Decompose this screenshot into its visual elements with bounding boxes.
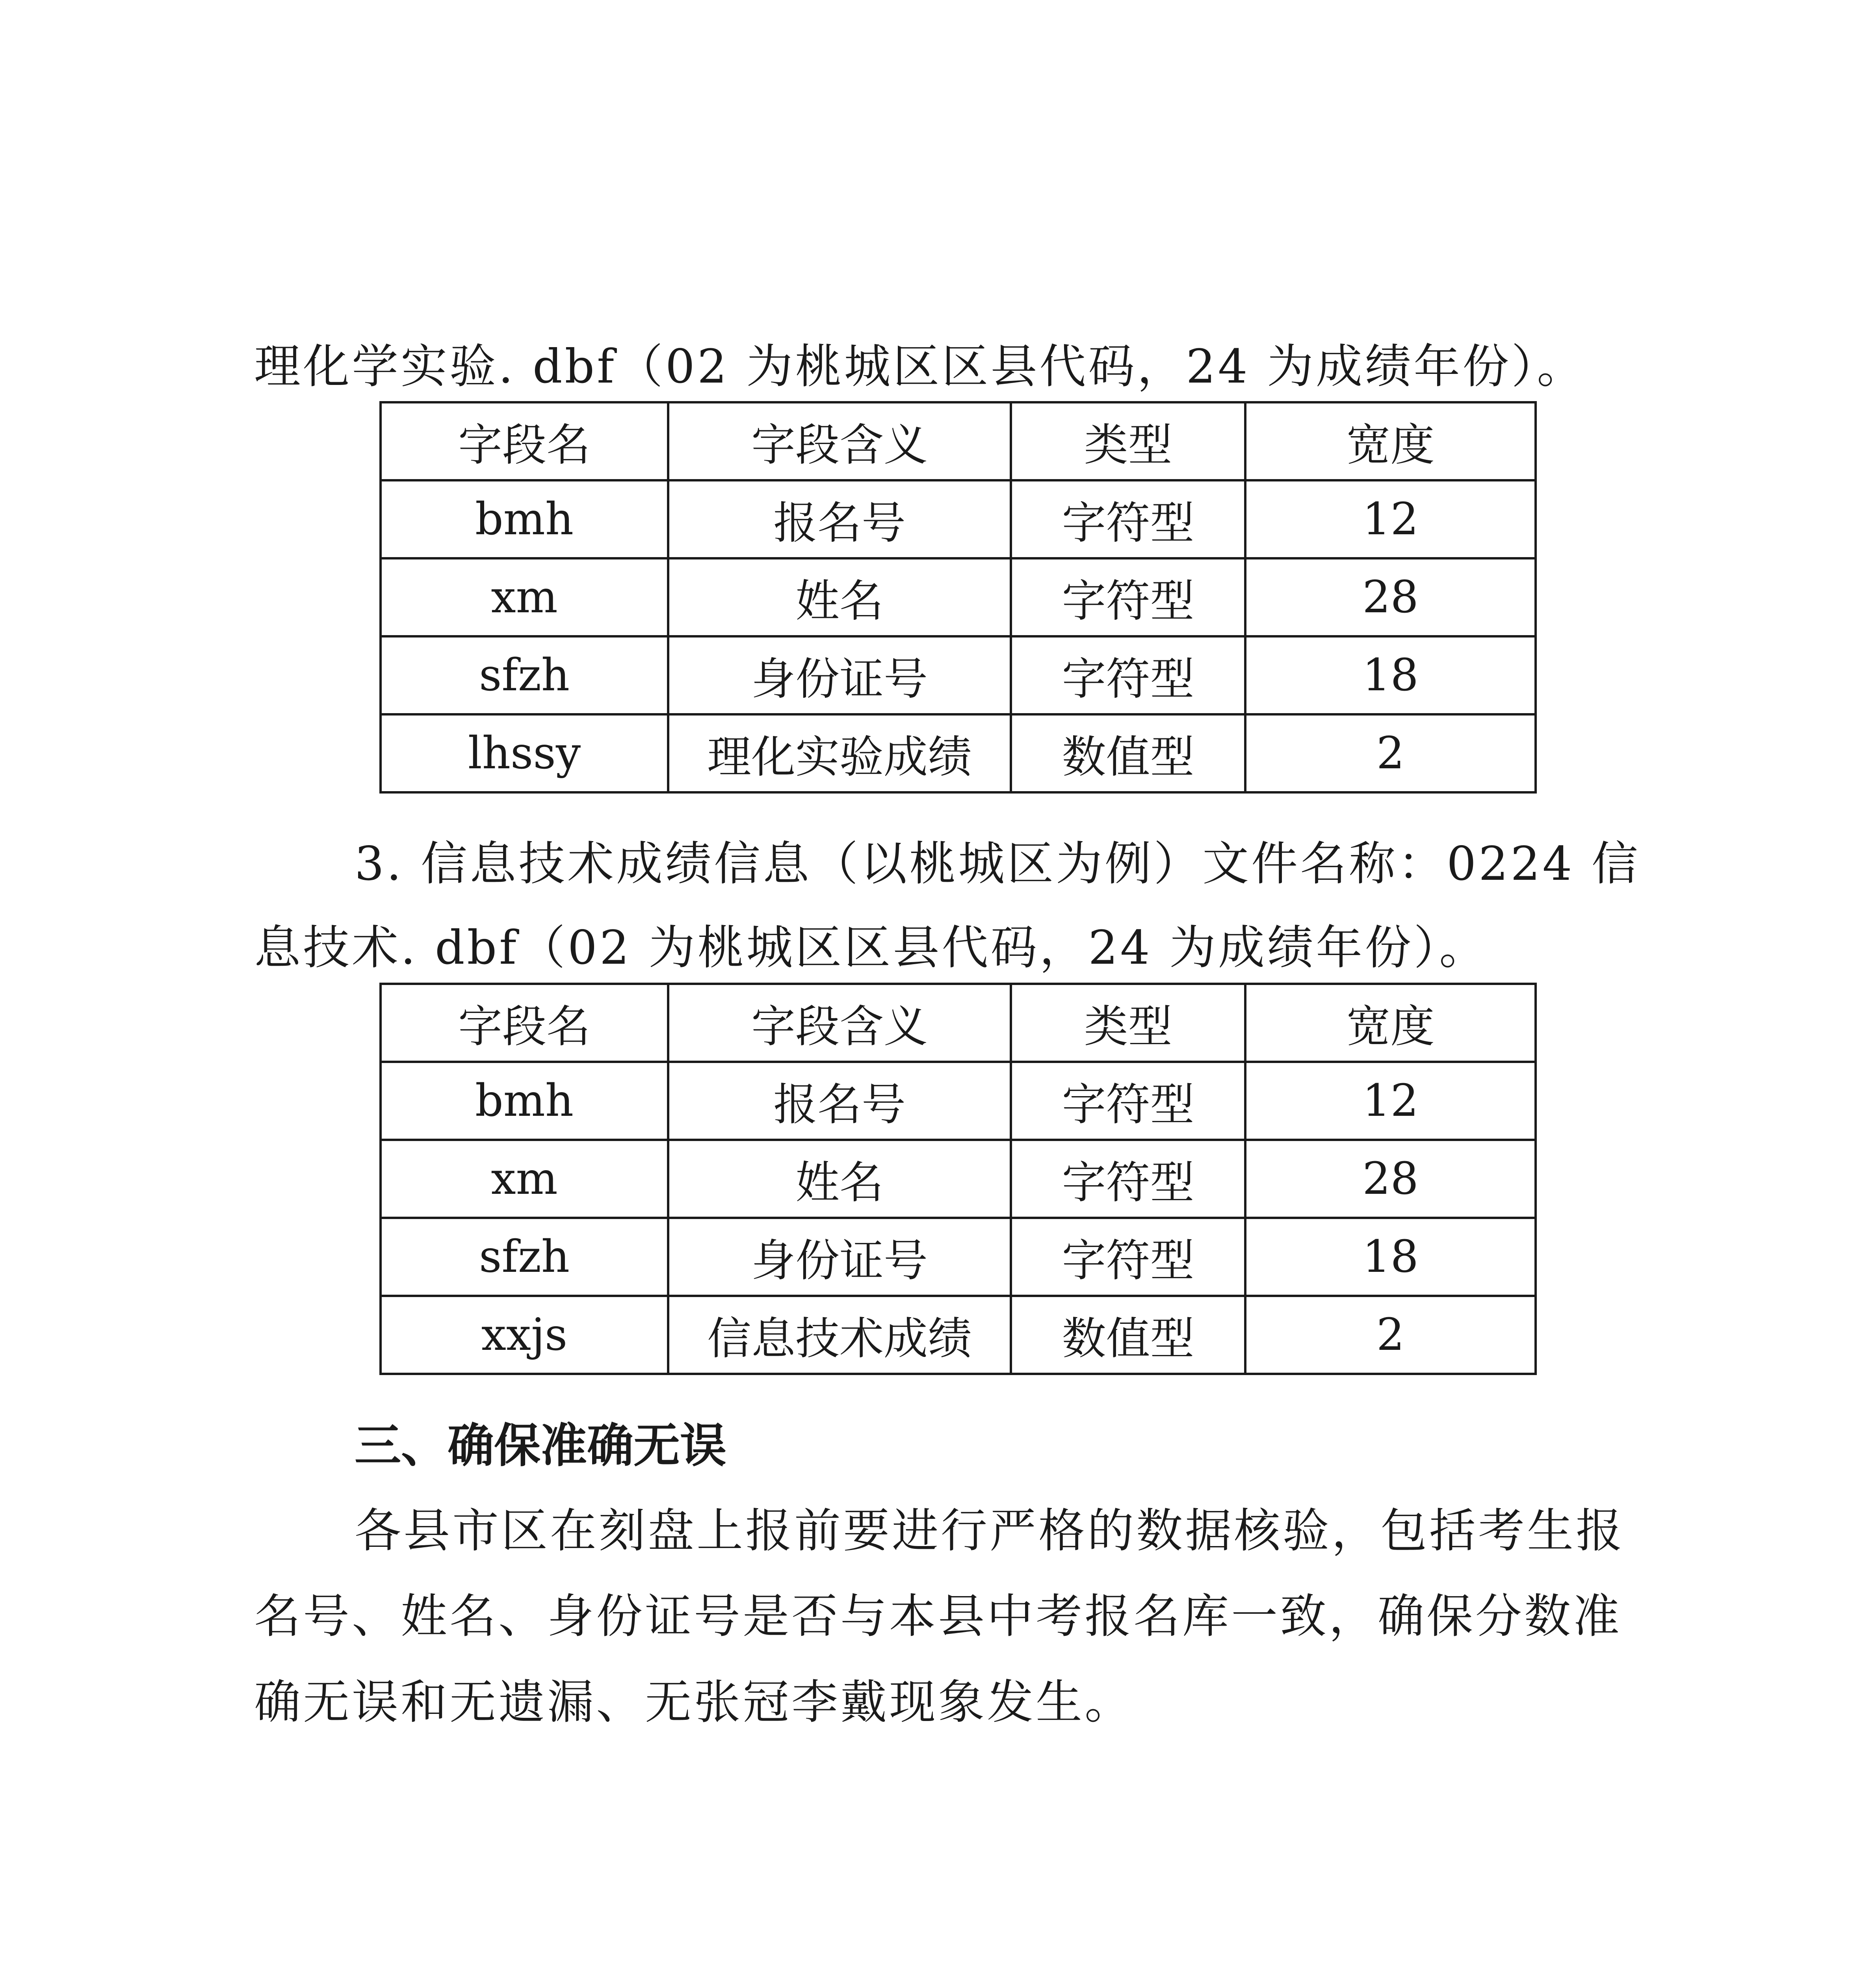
table-row <box>381 1218 1536 1296</box>
header-field-name: 字段名 <box>381 402 668 480</box>
header-width: 宽度 <box>1245 402 1536 480</box>
cell-type: 数值型 <box>1011 714 1245 792</box>
field-table-xxjs <box>379 983 1537 1375</box>
cell-type: 字符型 <box>1011 636 1245 714</box>
table-row <box>381 558 1536 636</box>
cell-field-meaning: 理化实验成绩 <box>668 714 1011 792</box>
paragraph-line: 理化学实验. dbf（02 为桃城区区县代码，24 为成绩年份）。 <box>254 339 1586 394</box>
table-row <box>381 1140 1536 1218</box>
header-field-name: 字段名 <box>381 984 668 1062</box>
paragraph-line: 确无误和无遗漏、无张冠李戴现象发生。 <box>254 1675 1134 1729</box>
cell-field-name: xm <box>381 558 668 636</box>
cell-field-name: sfzh <box>381 1218 668 1296</box>
header-field-meaning: 字段含义 <box>668 402 1011 480</box>
cell-type: 字符型 <box>1011 1062 1245 1140</box>
cell-width: 28 <box>1245 558 1536 636</box>
cell-width: 2 <box>1245 1296 1536 1374</box>
cell-field-meaning: 身份证号 <box>668 636 1011 714</box>
cell-type: 字符型 <box>1011 480 1245 558</box>
cell-width: 12 <box>1245 1062 1536 1140</box>
cell-type: 字符型 <box>1011 558 1245 636</box>
section-heading: 三、确保准确无误 <box>355 1418 727 1473</box>
table-row <box>381 1062 1536 1140</box>
cell-field-meaning: 姓名 <box>668 558 1011 636</box>
cell-width: 2 <box>1245 714 1536 792</box>
header-type: 类型 <box>1011 984 1245 1062</box>
table-row <box>381 1296 1536 1374</box>
cell-type: 数值型 <box>1011 1296 1245 1374</box>
cell-field-name: xxjs <box>381 1296 668 1374</box>
header-width: 宽度 <box>1245 984 1536 1062</box>
cell-field-name: bmh <box>381 1062 668 1140</box>
table-row <box>381 480 1536 558</box>
table-header-row <box>381 984 1536 1062</box>
cell-field-meaning: 姓名 <box>668 1140 1011 1218</box>
cell-field-meaning: 报名号 <box>668 480 1011 558</box>
cell-type: 字符型 <box>1011 1140 1245 1218</box>
cell-width: 18 <box>1245 636 1536 714</box>
cell-field-meaning: 身份证号 <box>668 1218 1011 1296</box>
cell-type: 字符型 <box>1011 1218 1245 1296</box>
cell-field-meaning: 信息技术成绩 <box>668 1296 1011 1374</box>
table-row <box>381 714 1536 792</box>
cell-field-name: lhssy <box>381 714 668 792</box>
table-header-row <box>381 402 1536 480</box>
cell-field-name: xm <box>381 1140 668 1218</box>
cell-field-name: bmh <box>381 480 668 558</box>
paragraph-line: 3. 信息技术成绩信息（以桃城区为例）文件名称：0224 信 <box>355 836 1640 891</box>
paragraph-line: 各县市区在刻盘上报前要进行严格的数据核验，包括考生报 <box>355 1504 1625 1558</box>
table-row <box>381 636 1536 714</box>
cell-width: 28 <box>1245 1140 1536 1218</box>
paragraph-line: 息技术. dbf（02 为桃城区区县代码，24 为成绩年份）。 <box>254 920 1488 975</box>
cell-field-meaning: 报名号 <box>668 1062 1011 1140</box>
cell-width: 12 <box>1245 480 1536 558</box>
header-field-meaning: 字段含义 <box>668 984 1011 1062</box>
paragraph-line: 名号、姓名、身份证号是否与本县中考报名库一致，确保分数准 <box>254 1589 1622 1643</box>
field-table-lhssy <box>379 401 1537 794</box>
header-type: 类型 <box>1011 402 1245 480</box>
cell-field-name: sfzh <box>381 636 668 714</box>
cell-width: 18 <box>1245 1218 1536 1296</box>
